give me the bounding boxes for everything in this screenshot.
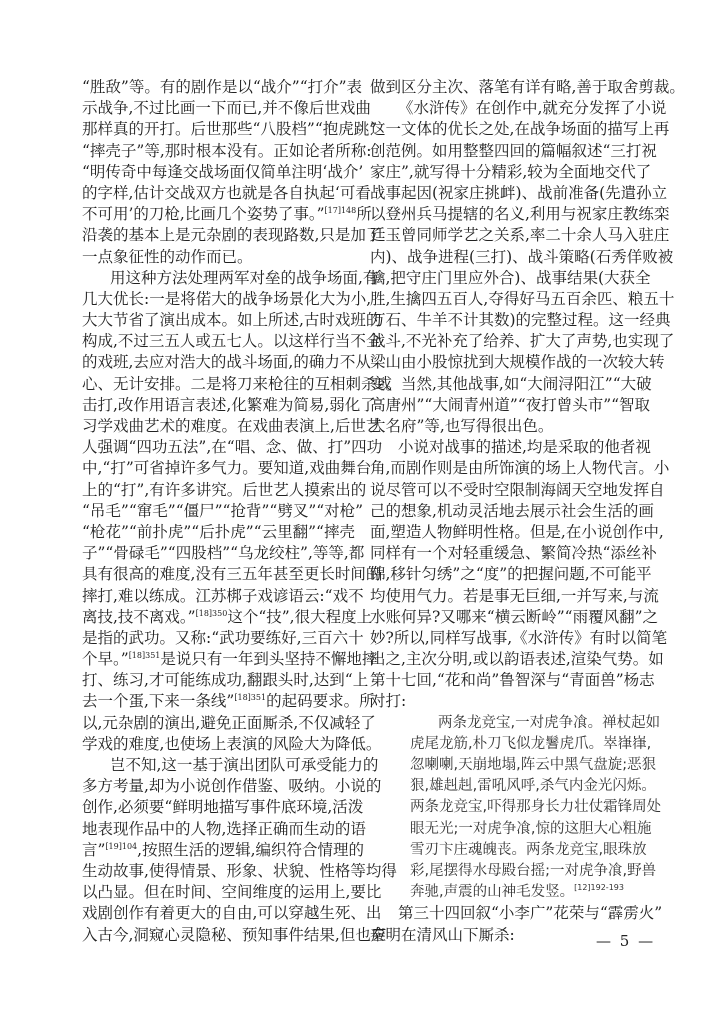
text-segment: 言” <box>82 840 106 859</box>
text-line <box>370 395 651 416</box>
text-line <box>370 289 675 310</box>
text-segment: 家庄”,就写得十分精彩,较为全面地交代了 <box>370 162 652 181</box>
text-segment: 己的想象,机动灵活地去展示社会生活的画 <box>370 501 654 520</box>
text-segment: 所 <box>356 205 372 224</box>
text-line <box>370 543 657 564</box>
text-line <box>370 374 652 395</box>
page-number: — 5 — <box>596 932 656 950</box>
text-segment: 小说对战事的描述,均是采取的他者视 <box>398 438 651 457</box>
text-line <box>82 77 363 98</box>
text-line <box>82 183 371 204</box>
right-column <box>370 77 685 946</box>
text-line <box>370 501 654 522</box>
text-line <box>370 77 685 98</box>
text-segment: 击打,改作用语言表述,化繁难为简易,弱化了 <box>82 395 376 414</box>
text-segment: 这一文体的优长之处,在战争场面的描写上再 <box>370 120 670 139</box>
text-line <box>82 331 382 352</box>
text-line <box>370 183 668 204</box>
citation-ref: [18]351 <box>128 651 161 661</box>
text-segment: 说尽管可以不受时空限制海阔天空地发挥自 <box>370 480 665 499</box>
text-segment: 同样有一个对轻重缓急、繁简冷热“添丝补 <box>370 544 657 563</box>
text-segment: 水账何异?又哪来“横云断岭”“雨覆风翻”之 <box>370 607 659 626</box>
text-segment: 第三十四回叙“小李广”花荣与“霹雳火” <box>398 904 663 923</box>
text-line <box>370 225 670 246</box>
text-segment: 妙?所以,同样写战事,《水浒传》有时以简笔 <box>370 628 668 647</box>
text-line <box>370 522 664 543</box>
quote-line <box>410 840 647 861</box>
text-segment: 几大优长:一是将偌大的战争场景化大为小, <box>82 289 372 308</box>
quote-line <box>410 755 657 776</box>
text-segment: 用这种方法处理两军对垒的战争场面,有 <box>110 268 379 287</box>
text-line <box>370 247 674 268</box>
text-line <box>82 247 355 268</box>
text-line <box>82 352 371 373</box>
text-line <box>82 797 364 818</box>
text-line <box>370 141 657 162</box>
text-segment: 打、练习,才可能练成功,翻跟头时,达到“上 <box>82 671 369 690</box>
text-line <box>82 713 376 734</box>
text-line <box>370 310 671 331</box>
quote-line <box>410 797 662 818</box>
text-segment: 这个“技”,很大程度上 <box>227 607 373 626</box>
text-line <box>370 564 652 585</box>
text-line <box>82 819 366 840</box>
citation-ref: [18]351 <box>234 693 267 703</box>
text-line <box>370 458 670 479</box>
text-segment: 第十七回,“花和尚”鲁智深与“青面兽”杨志 <box>370 671 655 690</box>
text-line <box>82 119 378 140</box>
text-line <box>82 628 364 649</box>
text-segment: 角,而剧作则是由所饰演的场上人物代言。小 <box>370 459 670 478</box>
text-segment: 子”“骨碌毛”“四股档”“乌龙绞柱”,等等,都 <box>82 544 365 563</box>
text-segment: 是说只有一年到头坚持不懈地摔 <box>160 650 378 669</box>
text-segment: 创作,必须要“鲜明地描写事件底环境,活泼 <box>82 798 364 817</box>
text-segment: 胜,生擒四五百人,夺得好马五百余匹、粮五十 <box>370 289 675 308</box>
text-line <box>82 141 372 162</box>
text-segment: 彩,尾摆得水母殿台摇;一对虎争飡,野兽 <box>410 862 657 879</box>
text-segment: “摔壳子”等,那时根本没有。正如论者所称: <box>82 141 372 160</box>
text-line <box>82 755 379 776</box>
text-line <box>370 607 659 628</box>
text-segment: 锦,移针匀绣”之“度”的把握问题,不可能平 <box>370 565 652 584</box>
text-segment: 习学戏曲艺术的难度。在戏曲表演上,后世艺 <box>82 417 382 435</box>
text-segment: 奔驰,声震的山神毛发竖。 <box>410 884 575 901</box>
text-line <box>82 522 355 543</box>
quote-line <box>410 776 656 797</box>
text-segment: 地表现作品中的人物,选择正确而生动的语 <box>82 819 366 838</box>
text-line <box>370 480 665 501</box>
text-line <box>82 98 371 119</box>
text-segment: 虎尾龙筋,朴刀飞似龙鬐虎爪。崒嵂嵂, <box>410 735 652 752</box>
text-segment: 入古今,洞窥心灵隐秘、预知事件结果,但也应 <box>82 925 387 944</box>
quote-line <box>410 861 657 882</box>
text-segment: 戏剧创作有着更大的自由,可以穿越生死、出 <box>82 904 382 923</box>
text-segment: 两条龙竞宝,一对虎争飡。禅杖起如 <box>438 714 661 731</box>
text-segment: 战事起因(祝家庄挑衅)、战前准备(先遣孙立 <box>370 183 668 202</box>
text-segment: 心、无计安排。二是将刀来枪往的互相刺杀或 <box>82 374 393 393</box>
text-segment: “明传奇中每逢交战场面仅简单注明‘战介’ <box>82 162 364 181</box>
text-segment: 战斗,不光补充了给养、扩大了声势,也实现了 <box>370 332 675 351</box>
text-segment: 做到区分主次、落笔有详有略,善于取舍剪裁。 <box>370 78 685 96</box>
text-line <box>82 480 367 501</box>
text-line <box>370 162 652 183</box>
text-line <box>370 903 663 924</box>
text-segment: 人强调“四功五法”,在“唱、念、做、打”四功 <box>82 438 383 457</box>
text-segment: 梁山由小股惊扰到大规模作战的一次较大转 <box>370 353 665 372</box>
text-segment: 《水浒传》在创作中,就充分发挥了小说 <box>398 99 667 118</box>
text-segment: 雪刃卞庄魂魄丧。两条龙竞宝,眼珠放 <box>410 841 647 858</box>
text-line <box>82 861 397 882</box>
text-segment: 学戏的难度,也使场上表演的风险大为降低。 <box>82 734 382 753</box>
text-segment: 出之,主次分明,或以韵语表述,渲染气势。如 <box>370 650 664 669</box>
text-segment: 均使用气力。若是事无巨细,一并写来,与流 <box>370 586 659 605</box>
text-line <box>82 225 382 246</box>
text-segment: “吊毛”“窜毛”“僵尸”“抢背”“劈叉”“对枪” <box>82 501 364 520</box>
text-line <box>82 607 373 628</box>
text-segment: 构成,不过三五人或五七人。以这样行当不全 <box>82 332 382 351</box>
text-line <box>82 268 379 289</box>
text-line <box>370 649 664 670</box>
text-segment: 以登州兵马提辖的名义,利用与祝家庄教练栾 <box>370 205 670 224</box>
text-segment: 秦明在清风山下厮杀: <box>370 925 515 944</box>
text-line <box>82 734 382 755</box>
text-line <box>82 289 372 310</box>
text-segment: 上的“打”,有许多讲究。后世艺人摸索出的 <box>82 480 367 499</box>
text-segment: 大名府”等,也写得很出色。 <box>370 417 554 435</box>
citation-ref: [19]104 <box>105 841 138 851</box>
text-segment: “胜敌”等。有的剧作是以“战介”“打介”表 <box>82 78 363 96</box>
text-line <box>370 98 667 119</box>
text-line <box>370 268 651 289</box>
text-segment: 擒,把守庄门里应外合)、战事结果(大获全 <box>370 268 651 287</box>
citation-ref: [17]148 <box>324 206 357 216</box>
text-segment: 摔打,难以练成。江苏梆子戏谚语云:“戏不 <box>82 586 364 605</box>
text-segment: 创范例。如用整整四回的篇幅叙述“三打祝 <box>370 141 657 160</box>
text-segment: 对打: <box>370 692 407 711</box>
text-segment: 大大节省了演出成本。如上所述,古时戏班的 <box>82 311 382 330</box>
text-segment: 示战争,不过比画一下而已,并不像后世戏曲 <box>82 99 371 118</box>
text-segment: 多方考量,却为小说创作借鉴、吸纳。小说的 <box>82 777 382 796</box>
text-segment: 狠,雄赳赳,雷吼风呼,杀气内金光闪烁。 <box>410 778 656 795</box>
text-line <box>82 458 372 479</box>
text-line <box>370 586 659 607</box>
citation-ref: [18]350 <box>195 608 228 618</box>
text-segment: 是指的武功。又称:“武功要练好,三百六十 <box>82 628 364 647</box>
quote-line <box>410 819 652 840</box>
text-line <box>370 331 675 352</box>
text-segment: 廷玉曾同师学艺之关系,率二十余人马入驻庄 <box>370 226 670 245</box>
text-segment: 去一个蛋,下来一条线” <box>82 692 235 711</box>
quote-line <box>410 734 652 755</box>
text-segment: 内)、战争进程(三打)、战斗策略(石秀佯败被 <box>370 247 674 266</box>
text-line <box>370 119 670 140</box>
text-line <box>82 564 382 585</box>
text-segment: 的戏班,去应对浩大的战斗场面,的确力不从 <box>82 353 371 372</box>
citation-ref: [12]192-193 <box>574 883 624 893</box>
text-segment: 中,“打”可省掉许多气力。要知道,戏曲舞台 <box>82 459 372 478</box>
text-line <box>82 310 382 331</box>
text-segment: 的字样,估计交战双方也就是各自执起‘可看 <box>82 183 371 202</box>
text-line <box>82 925 387 946</box>
text-segment: 一点象征性的动作而已。 <box>82 247 253 266</box>
text-line <box>370 416 642 437</box>
text-segment: 以,元杂剧的演出,避免正面厮杀,不仅减轻了 <box>82 713 376 732</box>
text-segment: 生动故事,使得情景、形象、状貌、性格等均得 <box>82 861 397 880</box>
text-line <box>82 204 372 225</box>
text-segment: 面,塑造人物鲜明性格。但是,在小说创作中, <box>370 522 664 541</box>
text-segment: 岂不知,这一基于演出团队可承受能力的 <box>110 756 379 774</box>
text-segment: 的起码要求。所 <box>266 692 375 711</box>
text-segment: 以凸显。但在时间、空间维度的运用上,要比 <box>82 883 382 902</box>
text-line <box>370 670 655 691</box>
text-segment: 高唐州”“大闹青州道”“夜打曾头市”“智取 <box>370 395 651 414</box>
text-line <box>82 882 382 903</box>
text-line <box>82 840 364 861</box>
text-line <box>82 162 364 183</box>
text-line <box>370 691 642 712</box>
text-line <box>370 204 670 225</box>
text-line <box>82 670 369 691</box>
quote-line <box>410 882 642 903</box>
text-line <box>82 776 382 797</box>
text-line <box>82 437 383 458</box>
text-line <box>82 649 378 670</box>
text-segment: 离技,技不离戏。” <box>82 607 196 626</box>
text-segment: 不可用’的刀枪,比画几个姿势了事。” <box>82 205 325 224</box>
text-line <box>82 395 376 416</box>
text-segment: “枪花”“前扑虎”“后扑虎”“云里翻”“摔壳 <box>82 522 355 541</box>
text-line <box>82 416 382 437</box>
text-line <box>82 501 364 522</box>
quote-line <box>410 713 661 734</box>
text-segment: 变。当然,其他战事,如“大闹浔阳江”“大破 <box>370 374 652 393</box>
text-segment: ,按照生活的逻辑,编织符合情理的 <box>137 840 364 859</box>
text-line <box>82 374 393 395</box>
text-segment: 忽喇喇,天崩地塌,阵云中黑气盘旋;恶狠 <box>410 757 657 773</box>
text-line <box>370 628 668 649</box>
text-segment: 个早。” <box>82 650 129 669</box>
text-segment: 具有很高的难度,没有三五年甚至更长时间的 <box>82 565 382 584</box>
text-line <box>82 903 382 924</box>
text-line <box>82 691 375 712</box>
text-segment: 眼无光;一对虎争飡,惊的这胆大心粗施 <box>410 820 652 837</box>
text-line <box>82 543 365 564</box>
text-line <box>82 586 364 607</box>
text-segment: 那样真的开打。后世那些“八股档”“抱虎跳” <box>82 120 378 139</box>
text-line <box>370 437 651 458</box>
text-segment: 两条龙竞宝,吓得那身长力壮仗霜锋周处 <box>410 799 662 816</box>
text-line <box>370 352 665 373</box>
text-segment: 沿袭的基本上是元杂剧的表现路数,只是加了 <box>82 226 382 245</box>
text-segment: 万石、牛羊不计其数)的完整过程。这一经典 <box>370 311 671 330</box>
